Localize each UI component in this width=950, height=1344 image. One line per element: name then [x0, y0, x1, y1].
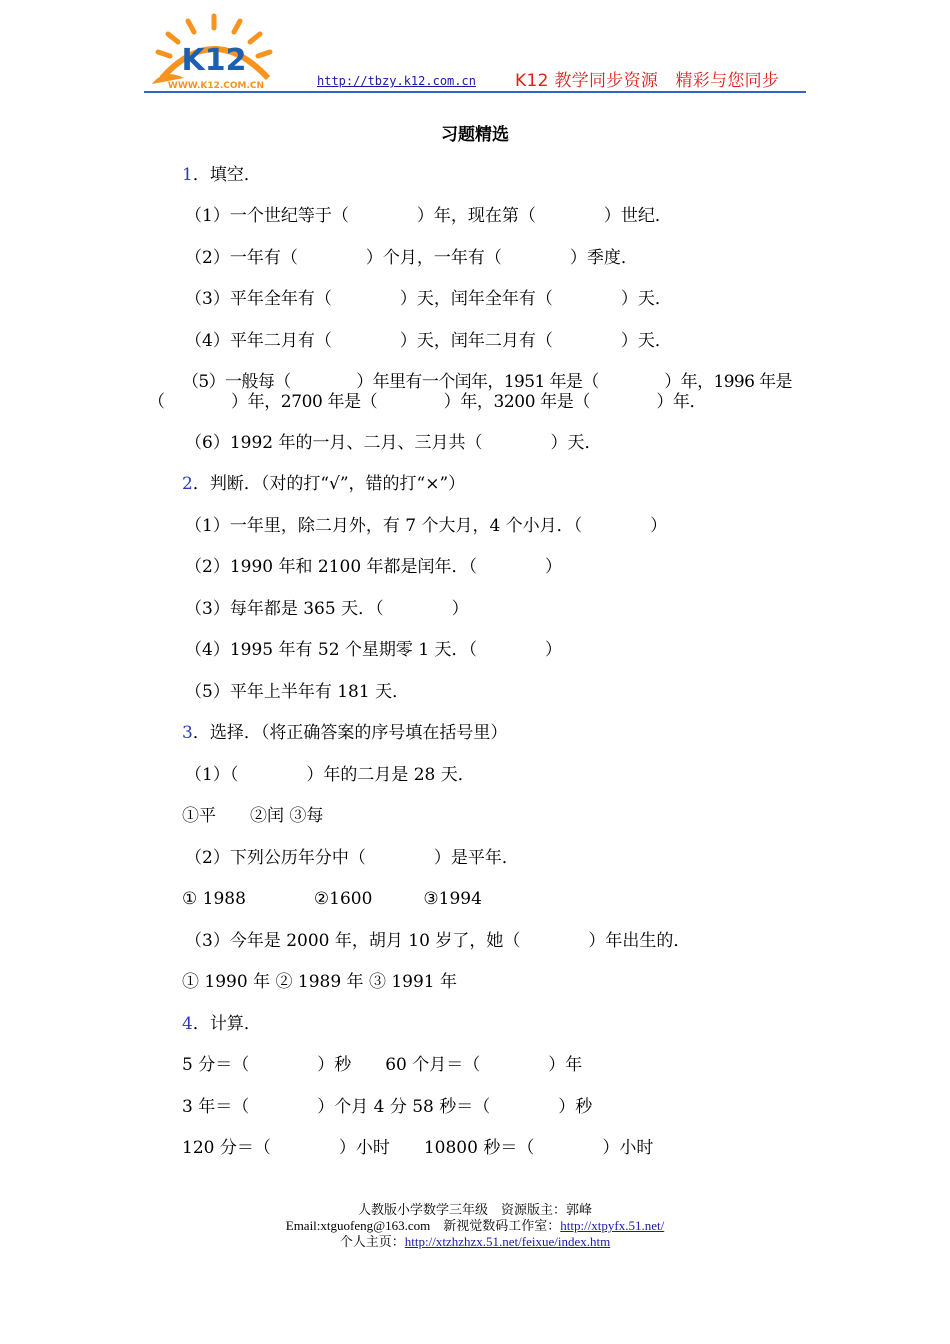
- logo-wordmark: K12: [181, 43, 247, 78]
- footer-line-1: 人教版小学数学三年级 资源版主：郭峰: [357, 1202, 592, 1217]
- q3-item-3: （3）今年是 2000 年，胡月 10 岁了，她（ ）年出生的．: [185, 931, 691, 951]
- q2-item-5: （5）平年上半年有 181 天．: [185, 682, 410, 702]
- footer-home-label: 个人主页：: [339, 1234, 405, 1249]
- q1-item-6: （6）1992 年的一月、二月、三月共（ ）天．: [185, 433, 602, 453]
- q3-item-2: （2）下列公历年分中（ ）是平年．: [185, 848, 519, 868]
- q3-item-1: （1）（ ）年的二月是 28 天．: [185, 765, 475, 785]
- q3-heading: [182, 723, 507, 743]
- q3-number: 3: [182, 723, 193, 743]
- q1-text: ．填空．: [192, 165, 261, 185]
- q2-item-2: （2）1990 年和 2100 年都是闰年．（ ）: [185, 557, 563, 577]
- header-slogan: K12 教学同步资源 精彩与您同步: [515, 71, 780, 91]
- q1-item-5-line-1: （5）一般每（ ）年里有一个闰年，1951 年是（ ）年，1996 年是: [182, 372, 792, 392]
- q3-text: ．选择．（将正确答案的序号填在括号里）: [192, 723, 508, 743]
- q1-item-5-line-2: （ ）年，2700 年是（ ）年，3200 年是（ ）年．: [148, 392, 707, 412]
- q2-item-1: （1）一年里，除二月外，有 7 个大月，4 个小月．（ ）: [185, 516, 668, 536]
- k12-logo: [144, 12, 284, 96]
- q2-number: 2: [182, 474, 193, 494]
- footer-line-2: [0, 1218, 950, 1234]
- q3-options-3: ① 1990 年 ② 1989 年 ③ 1991 年: [182, 972, 458, 992]
- q2-text: ．判断．（对的打“√”，错的打“×”）: [192, 474, 466, 494]
- q4-heading: [182, 1014, 261, 1034]
- header-divider: [144, 91, 806, 93]
- logo-url: WWW.K12.COM.CN: [167, 81, 265, 91]
- footer-email: Email:xtguofeng@163.com 新视觉数码工作室：: [285, 1218, 561, 1233]
- page-title: 习题精选: [441, 125, 509, 145]
- q1-number: 1: [182, 165, 193, 185]
- q1-item-2: （2）一年有（ ）个月，一年有（ ）季度．: [185, 248, 638, 268]
- q1-item-4: （4）平年二月有（ ）天，闰年二月有（ ）天．: [185, 331, 672, 351]
- q4-row-2: 3 年＝（ ）个月 4 分 58 秒＝（ ）秒: [182, 1097, 593, 1117]
- q1-item-3: （3）平年全年有（ ）天，闰年全年有（ ）天．: [185, 289, 672, 309]
- q4-row-3: 120 分＝（ ）小时 10800 秒＝（ ）小时: [182, 1138, 654, 1158]
- q3-options-2: ① 1988 ②1600 ③1994: [182, 889, 482, 909]
- q4-number: 4: [182, 1014, 193, 1034]
- footer-line-3: [0, 1234, 950, 1250]
- footer-home-link[interactable]: http://xtzhzhzx.51.net/feixue/index.htm: [404, 1234, 611, 1249]
- q1-heading: [182, 165, 261, 185]
- header-link[interactable]: http://tbzy.k12.com.cn: [317, 74, 476, 88]
- q1-item-1: （1）一个世纪等于（ ）年，现在第（ ）世纪．: [185, 206, 672, 226]
- q2-heading: [182, 474, 465, 494]
- q4-row-1: 5 分＝（ ）秒 60 个月＝（ ）年: [182, 1055, 583, 1075]
- footer-studio-link[interactable]: http://xtpyfx.51.net/: [560, 1218, 665, 1233]
- q2-item-3: （3）每年都是 365 天．（ ）: [185, 599, 469, 619]
- q4-text: ．计算．: [192, 1014, 261, 1034]
- q2-item-4: （4）1995 年有 52 个星期零 1 天．（ ）: [185, 640, 563, 660]
- q3-options-1: ①平 ②闰 ③每: [182, 806, 324, 826]
